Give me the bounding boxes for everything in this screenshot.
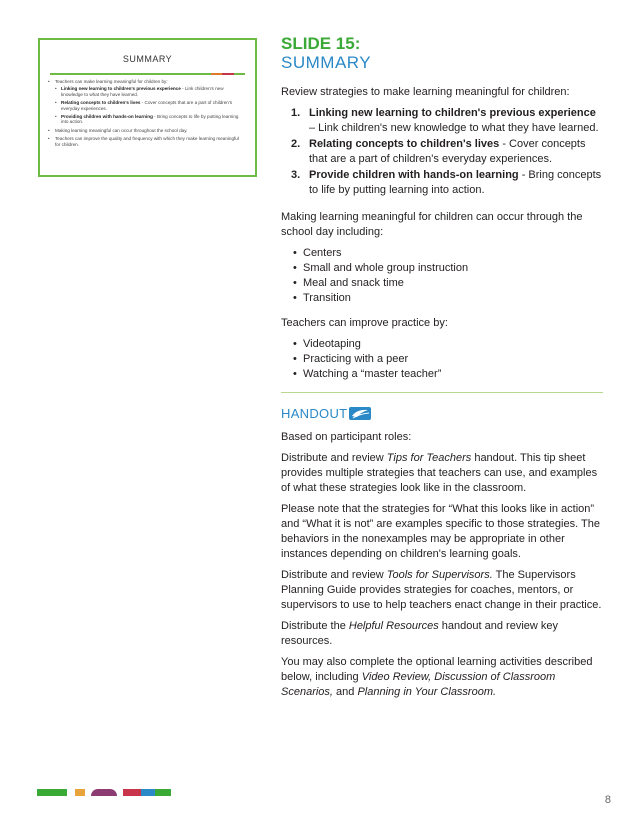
school-day-lead: Making learning meaningful for children can occur through the school day including: <box>281 211 583 238</box>
handout-paragraph: Distribute and review Tools for Supervisors. The Supervisors Planning Guide provides strategies for coaches, mentors, or supervisors to use to help teachers enact change in their practice. <box>281 569 602 611</box>
thumbnail-sub-bullet: • Linking new learning to children's previous experience - Link children's new knowledge to what they have learned. <box>55 86 245 97</box>
list-item: • Watching a “master teacher” <box>293 367 603 382</box>
school-day-list <box>281 246 603 306</box>
handout-label: HANDOUT <box>281 406 348 421</box>
list-item: • Meal and snack time <box>293 276 603 291</box>
handout-roles: Based on participant roles: <box>281 431 412 443</box>
thumbnail-bullets <box>48 79 245 150</box>
list-item: • Small and whole group instruction <box>293 261 603 276</box>
page-number: 8 <box>604 794 611 806</box>
strategy-item: 3. Provide children with hands-on learning - Bring concepts to life by putting learning into action. <box>291 169 602 196</box>
content-column <box>281 34 603 706</box>
slide-number: SLIDE 15: <box>281 34 361 53</box>
handout-paragraph: You may also complete the optional learning activities described below, including Video Review, Discussion of Classroom Scenarios, and Planning in Your Classroom. <box>281 656 593 698</box>
handout-icon <box>348 406 372 421</box>
list-item: • Transition <box>293 291 603 306</box>
handout-paragraph: Please note that the strategies for “What this looks like in action” and “What it is not” are examples specific to those strategies. The behaviors in the nonexamples may be appropriate in other instances depending on children's learning goals. <box>281 503 600 560</box>
slide-thumbnail <box>38 38 257 177</box>
thumbnail-sub-bullet: • Providing children with hands-on learning - Bring concepts to life by putting learning into action. <box>55 114 245 125</box>
footer-color-bar <box>37 789 171 796</box>
thumbnail-bullet: • Teachers can improve the quality and frequency with which they make learning meaningful for children. <box>48 136 245 147</box>
list-item: • Centers <box>293 246 603 261</box>
practice-lead: Teachers can improve practice by: <box>281 317 448 329</box>
handout-paragraph: Distribute and review Tips for Teachers handout. This tip sheet provides multiple strategies that teachers can use, and examples of what these strategies look like in the classroom. <box>281 452 598 494</box>
slide-title: SUMMARY <box>281 53 372 72</box>
handout-paragraph: Distribute the Helpful Resources handout and review key resources. <box>281 620 558 647</box>
thumbnail-accent-bar <box>50 73 245 75</box>
strategy-item: 2. Relating concepts to children's lives - Cover concepts that are a part of children's everyday experiences. <box>291 138 586 165</box>
thumbnail-bullet: • Making learning meaningful can occur throughout the school day. <box>48 128 245 133</box>
intro-text: Review strategies to make learning meaningful for children: <box>281 86 570 98</box>
strategy-list <box>281 106 603 198</box>
thumbnail-sub-bullet: • Relating concepts to children's lives - Cover concepts that are a part of children's everyday experiences. <box>55 100 245 111</box>
thumbnail-title: SUMMARY <box>122 54 173 64</box>
section-divider <box>281 392 603 393</box>
handout-heading <box>281 405 603 421</box>
strategy-item: 1. Linking new learning to children's previous experience – Link children's new knowledge to what they have learned. <box>291 107 599 134</box>
practice-list <box>281 337 603 382</box>
list-item: • Practicing with a peer <box>293 352 603 367</box>
thumbnail-bullet: • Teachers can make learning meaningful for children by: • Linking new learning to children's previous experience - Link children's new knowledge to what they have learned. • Relating concepts to children's lives - Cover concepts that are a part of children's everyday experiences. • Providing children with hands-on learning - Bring concepts to life by putting learning into action. <box>48 79 245 125</box>
list-item: • Videotaping <box>293 337 603 352</box>
